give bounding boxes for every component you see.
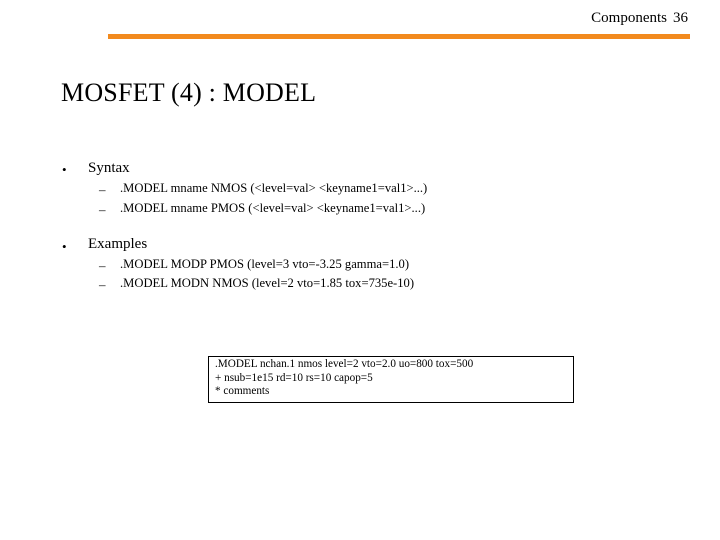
code-line: .MODEL nchan.1 nmos level=2 vto=2.0 uo=800 tox=500 bbox=[215, 358, 474, 370]
slide-header bbox=[591, 10, 688, 27]
example-item-modn: .MODEL MODN NMOS (level=2 vto=1.85 tox=735e-10) bbox=[120, 276, 415, 290]
code-line: * comments bbox=[215, 385, 270, 397]
dash-icon: – bbox=[99, 182, 106, 197]
syntax-heading: Syntax bbox=[88, 160, 130, 176]
example-item-modp: .MODEL MODP PMOS (level=3 vto=-3.25 gamma=1.0) bbox=[120, 257, 410, 271]
dash-icon: – bbox=[99, 277, 106, 292]
page-number: 36 bbox=[673, 10, 688, 26]
header-rule bbox=[108, 34, 690, 39]
section-name: Components bbox=[591, 10, 667, 26]
bullet-icon: • bbox=[62, 162, 67, 177]
bullet-icon: • bbox=[62, 239, 67, 254]
slide-title: MOSFET (4) : MODEL bbox=[61, 78, 317, 107]
syntax-item-pmos: .MODEL mname PMOS (<level=val> <keyname1=val1>...) bbox=[120, 201, 426, 215]
syntax-item-nmos: .MODEL mname NMOS (<level=val> <keyname1=val1>...) bbox=[120, 181, 428, 195]
code-example-box bbox=[208, 356, 574, 403]
examples-heading: Examples bbox=[88, 236, 148, 252]
dash-icon: – bbox=[99, 258, 106, 273]
dash-icon: – bbox=[99, 202, 106, 217]
code-line: + nsub=1e15 rd=10 rs=10 capop=5 bbox=[215, 371, 373, 384]
